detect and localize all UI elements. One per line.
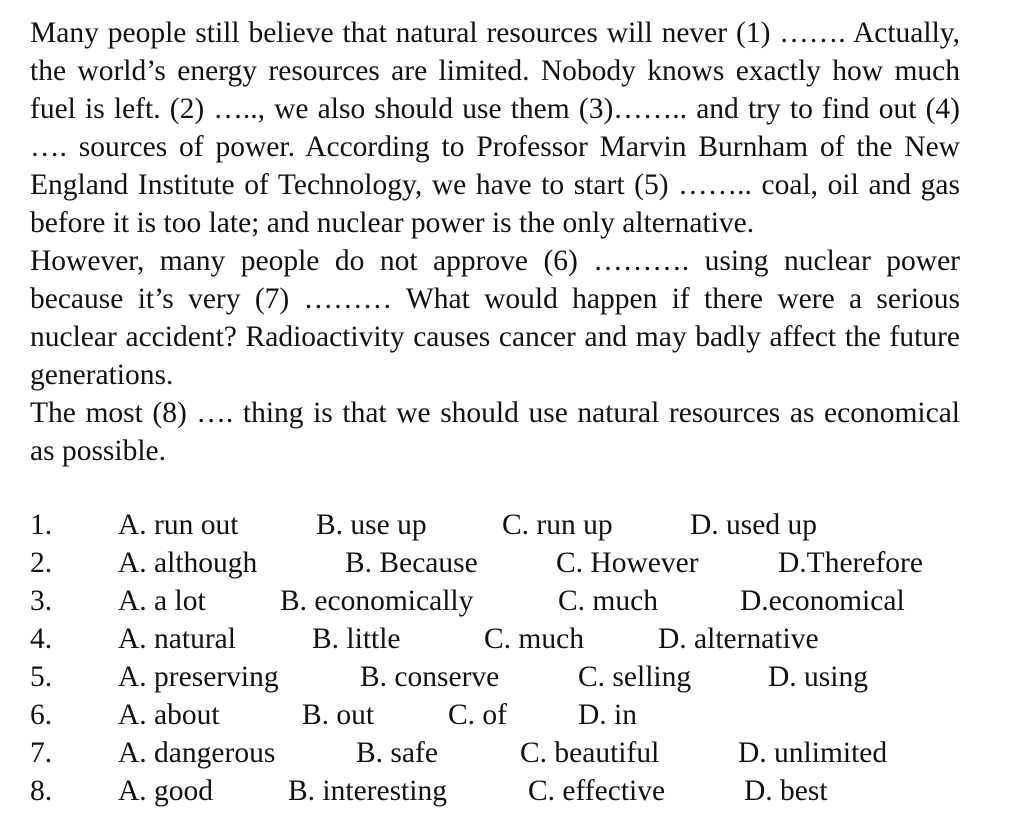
option-d: D. used up bbox=[690, 509, 818, 541]
option-b: B. little bbox=[312, 623, 401, 655]
question-number: 2. bbox=[30, 547, 53, 579]
question-number: 5. bbox=[30, 661, 53, 693]
option-a: A. although bbox=[118, 547, 258, 579]
option-d: D. using bbox=[768, 661, 868, 693]
question-row-3 bbox=[30, 582, 960, 620]
option-d: D. in bbox=[578, 699, 637, 731]
option-c: C. beautiful bbox=[520, 737, 660, 769]
passage-paragraph-3: The most (8) …. thing is that we should use natural resources as economical as possible. bbox=[30, 397, 960, 467]
option-d: D. best bbox=[744, 775, 828, 807]
option-b: B. Because bbox=[345, 547, 478, 579]
option-c: C. effective bbox=[528, 775, 666, 807]
option-d: D. unlimited bbox=[738, 737, 888, 769]
option-a: A. a lot bbox=[118, 585, 206, 617]
option-d: D. alternative bbox=[658, 623, 819, 655]
option-d: D.economical bbox=[740, 585, 905, 617]
question-row-6 bbox=[30, 696, 960, 734]
question-row-2 bbox=[30, 544, 960, 582]
option-c: C. selling bbox=[578, 661, 692, 693]
option-d: D.Therefore bbox=[778, 547, 923, 579]
option-a: A. preserving bbox=[118, 661, 279, 693]
option-a: A. about bbox=[118, 699, 220, 731]
option-b: B. use up bbox=[316, 509, 427, 541]
question-row-4 bbox=[30, 620, 960, 658]
option-a: A. run out bbox=[118, 509, 239, 541]
option-a: A. good bbox=[118, 775, 214, 807]
option-b: B. out bbox=[302, 699, 375, 731]
question-row-1 bbox=[30, 506, 960, 544]
option-a: A. dangerous bbox=[118, 737, 276, 769]
question-number: 6. bbox=[30, 699, 53, 731]
question-number: 7. bbox=[30, 737, 53, 769]
option-b: B. interesting bbox=[288, 775, 447, 807]
option-c: C. run up bbox=[502, 509, 613, 541]
passage-paragraph-1: Many people still believe that natural resources will never (1) ……. Actually, the world’s energy resources are limited. Nobody knows exactly how much fuel is left. (2) ….., we also should use them (3)…….. and try to find out (4) …. sources of power. According to Professor Marvin Burnham of the New England Institute of Technology, we have to start (5) …….. coal, oil and gas before it is too late; and nuclear power is the only alternative. bbox=[30, 17, 960, 239]
option-a: A. natural bbox=[118, 623, 236, 655]
answer-options-list bbox=[30, 506, 960, 810]
option-b: B. economically bbox=[280, 585, 474, 617]
question-row-8 bbox=[30, 772, 960, 810]
option-b: B. conserve bbox=[360, 661, 500, 693]
question-row-7 bbox=[30, 734, 960, 772]
question-number: 3. bbox=[30, 585, 53, 617]
passage-paragraph-2: However, many people do not approve (6) ………. using nuclear power because it’s very (7) ……… What would happen if there were a serious nuclear accident? Radioactivity causes cancer and may badly affect the future generations. bbox=[30, 245, 960, 391]
question-number: 4. bbox=[30, 623, 53, 655]
question-number: 1. bbox=[30, 509, 53, 541]
option-b: B. safe bbox=[356, 737, 438, 769]
question-number: 8. bbox=[30, 775, 53, 807]
question-row-5 bbox=[30, 658, 960, 696]
option-c: C. However bbox=[556, 547, 699, 579]
option-c: C. much bbox=[558, 585, 658, 617]
option-c: C. much bbox=[484, 623, 584, 655]
option-c: C. of bbox=[448, 699, 507, 731]
